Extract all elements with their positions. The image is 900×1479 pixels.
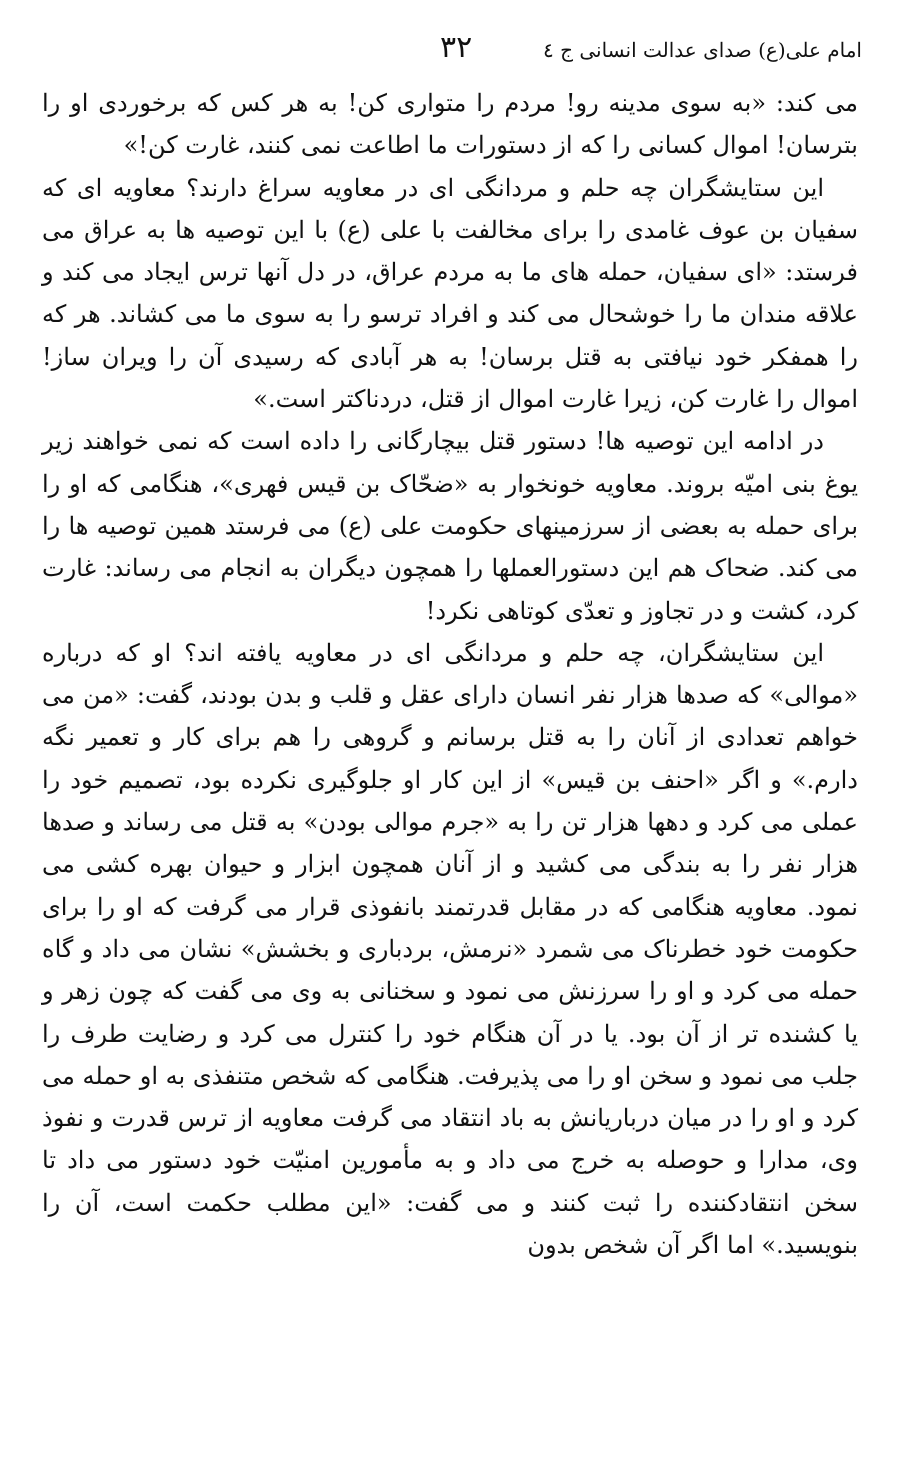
running-title: امام علی(ع) صدای عدالت انسانی ج ٤ [542,38,862,62]
page-header [40,30,862,70]
paragraph: این ستایشگران چه حلم و مردانگی ای در معاویه سراغ دارند؟ معاویه ای که سفیان بن عوف غامدی را برای مخالفت با علی (ع) با این توصیه ها به عراق می فرستد: «ای سفیان، حمله های ما به مردم عراق، در دل آنها ترس ایجاد می کند و علاقه مندان ما را خوشحال می کند و افراد ترسو را به سوی ما می کشاند. هر که را همفکر خود نیافتی به قتل برسان! به هر آبادی که رسیدی آن را ویران ساز! اموال را غارت کن، زیرا غارت اموال از قتل، دردناکتر است.» [42,173,858,414]
paragraph-continuation: می کند: «به سوی مدینه رو! مردم را متواری کن! به هر کس که برخوردی او را بترسان! اموال کسانی را که از دستورات ما اطاعت نمی کنند، غارت کن!» [42,89,858,160]
paragraph: در ادامه این توصیه ها! دستور قتل بیچارگانی را داده است که نمی خواهند زیر یوغ بنی امیّه بروند. معاویه خونخوار به «ضحّاک بن قیس فهری»، هنگامی که او را برای حمله به بعضی از سرزمینهای حکومت علی (ع) می فرستد همین توصیه ها را می کند. ضحاک هم این دستورالعملها را همچون دیگران به انجام می رساند: غارت کرد، کشت و در تجاوز و تعدّی کوتاهی نکرد! [42,427,859,625]
body-text [42,82,858,1266]
paragraph: این ستایشگران، چه حلم و مردانگی ای در معاویه یافته اند؟ او که درباره «موالی» که صدها هزار نفر انسان دارای عقل و قلب و بدن بودند، گفت: «من می خواهم تعدادی از آنان را به قتل برسانم و گروهی را هم برای کار و تعمیر نگه دارم.» و اگر «احنف بن قیس» از این کار او جلوگیری نکرده بود، تصمیم خود را عملی می کرد و دهها هزار تن را به «جرم موالی بودن» به قتل می رساند و صدها هزار نفر را به بندگی می کشید و از آنان همچون ابزار و حیوان بهره کشی می نمود. معاویه هنگامی که در مقابل قدرتمند بانفوذی قرار می گرفت که او را برای حکومت خود خطرناک می شمرد «نرمش، بردباری و بخشش» نشان می داد و گاه حمله می کرد و او را سرزنش می نمود و سخنانی به وی می گفت که چون زهر و یا کشنده تر از آن بود. یا در آن هنگام خود را کنترل می کرد و رضایت طرف را جلب می نمود و سخن او را می پذیرفت. هنگامی که شخص متنفذی به او حمله می کرد و او را در میان درباریانش به باد انتقاد می گرفت معاویه از ترس قدرت و نفوذ وی، مدارا و حوصله به خرج می داد و به مأمورین امنیّت خود دستور می داد تا سخن انتقادکننده را ثبت کنند و می گفت: «این مطلب حکمت است، آن را بنویسید.» اما اگر آن شخص بدون [42,638,858,1260]
page-number: ٣٢ [440,30,473,65]
